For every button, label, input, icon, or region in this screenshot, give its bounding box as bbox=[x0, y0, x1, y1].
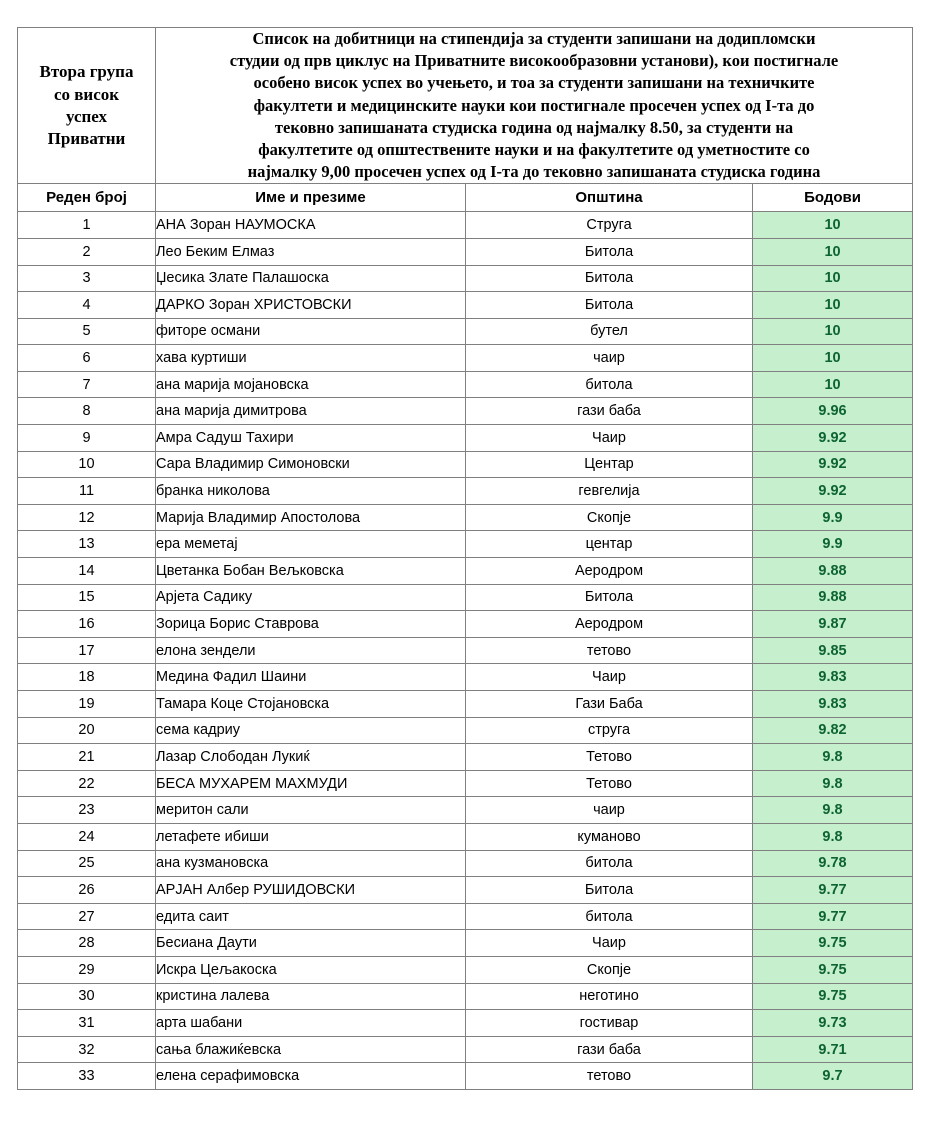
cell-opstina: Аеродром bbox=[466, 611, 753, 638]
table-row bbox=[18, 611, 913, 638]
table-row bbox=[18, 212, 913, 239]
cell-reden-broj: 8 bbox=[18, 398, 156, 425]
cell-opstina: чаир bbox=[466, 797, 753, 824]
cell-opstina: битола bbox=[466, 850, 753, 877]
cell-reden-broj: 3 bbox=[18, 265, 156, 292]
group-label-line: успех bbox=[65, 106, 108, 126]
cell-opstina: Битола bbox=[466, 877, 753, 904]
cell-bodovi: 9.9 bbox=[753, 504, 913, 531]
cell-bodovi: 9.83 bbox=[753, 691, 913, 718]
cell-bodovi: 9.83 bbox=[753, 664, 913, 691]
column-header-opstina: Општина bbox=[466, 184, 753, 212]
cell-bodovi: 9.92 bbox=[753, 478, 913, 505]
cell-bodovi: 10 bbox=[753, 318, 913, 345]
cell-bodovi: 9.75 bbox=[753, 930, 913, 957]
table-row bbox=[18, 930, 913, 957]
cell-bodovi: 9.92 bbox=[753, 425, 913, 452]
cell-reden-broj: 2 bbox=[18, 238, 156, 265]
cell-ime-i-prezime: Бесиана Даути bbox=[156, 930, 466, 957]
group-label-line: со висок bbox=[53, 84, 120, 104]
cell-reden-broj: 19 bbox=[18, 691, 156, 718]
cell-opstina: Центар bbox=[466, 451, 753, 478]
cell-bodovi: 9.85 bbox=[753, 637, 913, 664]
cell-ime-i-prezime: ДАРКО Зоран ХРИСТОВСКИ bbox=[156, 292, 466, 319]
cell-opstina: Битола bbox=[466, 265, 753, 292]
cell-ime-i-prezime: Лазар Слободан Лукиќ bbox=[156, 744, 466, 771]
scholarship-recipients-table bbox=[17, 27, 913, 1090]
table-row bbox=[18, 425, 913, 452]
cell-opstina: Битола bbox=[466, 292, 753, 319]
cell-opstina: Чаир bbox=[466, 425, 753, 452]
cell-reden-broj: 17 bbox=[18, 637, 156, 664]
cell-ime-i-prezime: Арјета Садику bbox=[156, 584, 466, 611]
cell-bodovi: 9.88 bbox=[753, 584, 913, 611]
cell-bodovi: 9.82 bbox=[753, 717, 913, 744]
cell-opstina: бутел bbox=[466, 318, 753, 345]
table-row bbox=[18, 1063, 913, 1090]
cell-reden-broj: 13 bbox=[18, 531, 156, 558]
cell-bodovi: 9.87 bbox=[753, 611, 913, 638]
table-row bbox=[18, 504, 913, 531]
cell-opstina: Гази Баба bbox=[466, 691, 753, 718]
document-title-line: студии од прв циклус на Приватните високообразовни установи), кои постигнале bbox=[229, 51, 839, 71]
cell-reden-broj: 6 bbox=[18, 345, 156, 372]
cell-reden-broj: 11 bbox=[18, 478, 156, 505]
cell-reden-broj: 28 bbox=[18, 930, 156, 957]
group-label-line: Втора група bbox=[39, 62, 134, 82]
cell-bodovi: 9.92 bbox=[753, 451, 913, 478]
cell-bodovi: 10 bbox=[753, 371, 913, 398]
cell-ime-i-prezime: елена серафимовска bbox=[156, 1063, 466, 1090]
cell-bodovi: 9.9 bbox=[753, 531, 913, 558]
cell-bodovi: 9.96 bbox=[753, 398, 913, 425]
table-row bbox=[18, 770, 913, 797]
table-row bbox=[18, 292, 913, 319]
cell-reden-broj: 14 bbox=[18, 558, 156, 585]
table-row bbox=[18, 478, 913, 505]
cell-ime-i-prezime: Медина Фадил Шаини bbox=[156, 664, 466, 691]
table-row bbox=[18, 345, 913, 372]
cell-bodovi: 9.71 bbox=[753, 1036, 913, 1063]
cell-opstina: тетово bbox=[466, 637, 753, 664]
cell-reden-broj: 23 bbox=[18, 797, 156, 824]
cell-bodovi: 10 bbox=[753, 265, 913, 292]
cell-ime-i-prezime: ана марија димитрова bbox=[156, 398, 466, 425]
table-row bbox=[18, 371, 913, 398]
table-row bbox=[18, 531, 913, 558]
cell-ime-i-prezime: елона зендели bbox=[156, 637, 466, 664]
cell-ime-i-prezime: АРЈАН Албер РУШИДОВСКИ bbox=[156, 877, 466, 904]
cell-opstina: Скопје bbox=[466, 956, 753, 983]
cell-bodovi: 10 bbox=[753, 345, 913, 372]
cell-ime-i-prezime: кристина лалева bbox=[156, 983, 466, 1010]
cell-opstina: Битола bbox=[466, 584, 753, 611]
cell-bodovi: 9.8 bbox=[753, 797, 913, 824]
cell-opstina: гостивар bbox=[466, 1010, 753, 1037]
cell-ime-i-prezime: Лео Беким Елмаз bbox=[156, 238, 466, 265]
cell-reden-broj: 10 bbox=[18, 451, 156, 478]
cell-ime-i-prezime: бранка николова bbox=[156, 478, 466, 505]
cell-ime-i-prezime: фиторе османи bbox=[156, 318, 466, 345]
cell-opstina: гази баба bbox=[466, 1036, 753, 1063]
table-row bbox=[18, 318, 913, 345]
table-row bbox=[18, 850, 913, 877]
table-row bbox=[18, 451, 913, 478]
cell-reden-broj: 32 bbox=[18, 1036, 156, 1063]
cell-opstina: неготино bbox=[466, 983, 753, 1010]
cell-reden-broj: 15 bbox=[18, 584, 156, 611]
cell-opstina: Тетово bbox=[466, 744, 753, 771]
table-row bbox=[18, 637, 913, 664]
table-row bbox=[18, 823, 913, 850]
cell-reden-broj: 21 bbox=[18, 744, 156, 771]
table-row bbox=[18, 265, 913, 292]
cell-reden-broj: 22 bbox=[18, 770, 156, 797]
cell-ime-i-prezime: Сара Владимир Симоновски bbox=[156, 451, 466, 478]
cell-ime-i-prezime: ана марија мојановска bbox=[156, 371, 466, 398]
table-row bbox=[18, 1010, 913, 1037]
cell-bodovi: 9.73 bbox=[753, 1010, 913, 1037]
cell-opstina: битола bbox=[466, 903, 753, 930]
cell-reden-broj: 29 bbox=[18, 956, 156, 983]
cell-opstina: Скопје bbox=[466, 504, 753, 531]
cell-reden-broj: 24 bbox=[18, 823, 156, 850]
cell-reden-broj: 5 bbox=[18, 318, 156, 345]
cell-bodovi: 10 bbox=[753, 292, 913, 319]
cell-opstina: Чаир bbox=[466, 930, 753, 957]
cell-ime-i-prezime: ера меметај bbox=[156, 531, 466, 558]
cell-opstina: битола bbox=[466, 371, 753, 398]
cell-bodovi: 9.8 bbox=[753, 744, 913, 771]
table-row bbox=[18, 797, 913, 824]
table-row bbox=[18, 744, 913, 771]
cell-opstina: куманово bbox=[466, 823, 753, 850]
document-title-cell bbox=[156, 28, 913, 184]
table-body bbox=[18, 212, 913, 1090]
cell-bodovi: 10 bbox=[753, 238, 913, 265]
table-row bbox=[18, 398, 913, 425]
cell-ime-i-prezime: Искра Цељакоска bbox=[156, 956, 466, 983]
cell-ime-i-prezime: АНА Зоран НАУМОСКА bbox=[156, 212, 466, 239]
cell-opstina: Струга bbox=[466, 212, 753, 239]
cell-ime-i-prezime: ана кузмановска bbox=[156, 850, 466, 877]
cell-reden-broj: 27 bbox=[18, 903, 156, 930]
cell-opstina: гевгелија bbox=[466, 478, 753, 505]
cell-ime-i-prezime: летафете ибиши bbox=[156, 823, 466, 850]
cell-opstina: Чаир bbox=[466, 664, 753, 691]
cell-reden-broj: 18 bbox=[18, 664, 156, 691]
cell-bodovi: 9.8 bbox=[753, 823, 913, 850]
table-row bbox=[18, 877, 913, 904]
cell-ime-i-prezime: Зорица Борис Ставрова bbox=[156, 611, 466, 638]
cell-ime-i-prezime: сања блажиќевска bbox=[156, 1036, 466, 1063]
table-row bbox=[18, 717, 913, 744]
cell-ime-i-prezime: Амра Садуш Тахири bbox=[156, 425, 466, 452]
cell-bodovi: 9.88 bbox=[753, 558, 913, 585]
table-row bbox=[18, 956, 913, 983]
cell-reden-broj: 16 bbox=[18, 611, 156, 638]
cell-ime-i-prezime: едита саит bbox=[156, 903, 466, 930]
cell-bodovi: 10 bbox=[753, 212, 913, 239]
table-row bbox=[18, 691, 913, 718]
cell-ime-i-prezime: Тамара Коце Стојановска bbox=[156, 691, 466, 718]
cell-opstina: чаир bbox=[466, 345, 753, 372]
cell-reden-broj: 12 bbox=[18, 504, 156, 531]
cell-reden-broj: 20 bbox=[18, 717, 156, 744]
cell-ime-i-prezime: сема кадриу bbox=[156, 717, 466, 744]
table-row bbox=[18, 983, 913, 1010]
cell-opstina: центар bbox=[466, 531, 753, 558]
document-title-line: факултети и медицинските науки кои постигнале просечен успех од I-та до bbox=[253, 95, 815, 115]
column-header-reden-broj: Реден број bbox=[18, 184, 156, 212]
cell-reden-broj: 25 bbox=[18, 850, 156, 877]
table-row bbox=[18, 558, 913, 585]
cell-opstina: гази баба bbox=[466, 398, 753, 425]
cell-ime-i-prezime: меритон сали bbox=[156, 797, 466, 824]
cell-bodovi: 9.75 bbox=[753, 983, 913, 1010]
cell-reden-broj: 7 bbox=[18, 371, 156, 398]
group-label-cell bbox=[18, 28, 156, 184]
cell-bodovi: 9.8 bbox=[753, 770, 913, 797]
cell-reden-broj: 33 bbox=[18, 1063, 156, 1090]
table-header-row bbox=[18, 184, 913, 212]
cell-bodovi: 9.77 bbox=[753, 903, 913, 930]
cell-reden-broj: 9 bbox=[18, 425, 156, 452]
cell-reden-broj: 26 bbox=[18, 877, 156, 904]
table-row bbox=[18, 238, 913, 265]
cell-opstina: тетово bbox=[466, 1063, 753, 1090]
cell-bodovi: 9.75 bbox=[753, 956, 913, 983]
cell-opstina: струга bbox=[466, 717, 753, 744]
group-label-line: Приватни bbox=[47, 128, 126, 148]
column-header-bodovi: Бодови bbox=[753, 184, 913, 212]
document-title-line: факултетите од општествените науки и на факултетите од уметностите со bbox=[258, 139, 810, 159]
cell-ime-i-prezime: БЕСА МУХАРЕМ МАХМУДИ bbox=[156, 770, 466, 797]
column-header-ime-i-prezime: Име и презиме bbox=[156, 184, 466, 212]
table-row bbox=[18, 584, 913, 611]
cell-bodovi: 9.78 bbox=[753, 850, 913, 877]
cell-ime-i-prezime: Марија Владимир Апостолова bbox=[156, 504, 466, 531]
table-title-row bbox=[18, 28, 913, 184]
cell-ime-i-prezime: хава куртиши bbox=[156, 345, 466, 372]
cell-bodovi: 9.77 bbox=[753, 877, 913, 904]
cell-reden-broj: 30 bbox=[18, 983, 156, 1010]
table-row bbox=[18, 1036, 913, 1063]
cell-opstina: Битола bbox=[466, 238, 753, 265]
document-title-line: најмалку 9,00 просечен успех од I-та до тековно запишаната студиска година bbox=[247, 162, 821, 182]
table-row bbox=[18, 664, 913, 691]
cell-ime-i-prezime: Цветанка Бобан Вељковска bbox=[156, 558, 466, 585]
cell-bodovi: 9.7 bbox=[753, 1063, 913, 1090]
document-title-line: особено висок успех во учењето, и тоа за студенти запишани на техничките bbox=[253, 73, 815, 93]
cell-reden-broj: 4 bbox=[18, 292, 156, 319]
table-row bbox=[18, 903, 913, 930]
cell-opstina: Аеродром bbox=[466, 558, 753, 585]
cell-ime-i-prezime: Џесика Злате Палашоска bbox=[156, 265, 466, 292]
document-title-line: тековно запишаната студиска година од најмалку 8.50, за студенти на bbox=[274, 117, 794, 137]
cell-reden-broj: 31 bbox=[18, 1010, 156, 1037]
cell-reden-broj: 1 bbox=[18, 212, 156, 239]
cell-ime-i-prezime: арта шабани bbox=[156, 1010, 466, 1037]
document-title-line: Список на добитници на стипендија за студенти запишани на додипломски bbox=[252, 29, 816, 48]
cell-opstina: Тетово bbox=[466, 770, 753, 797]
